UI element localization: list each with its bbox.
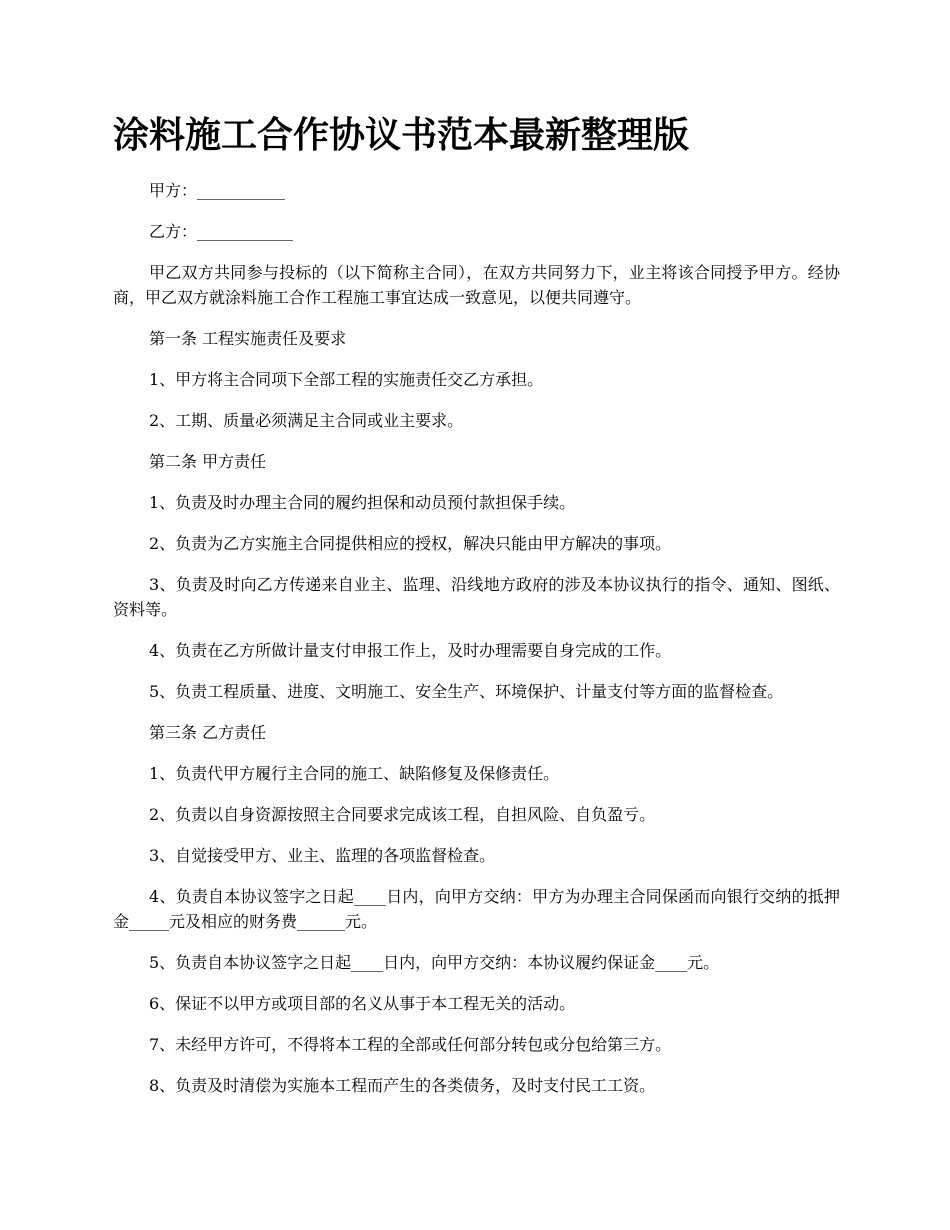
party-a-line: 甲方：___________ (149, 181, 286, 200)
article-3-item-2: 2、负责以自身资源按照主合同要求完成该工程，自担风险、自负盈亏。 (149, 805, 656, 824)
article-3-item-6: 6、保证不以甲方或项目部的名义从事于本工程无关的活动。 (149, 994, 576, 1013)
article-1-item-2: 2、工期、质量必须满足主合同或业主要求。 (149, 411, 464, 430)
article-1-item-1: 1、甲方将主合同项下全部工程的实施责任交乙方承担。 (149, 370, 544, 389)
article-3-item-8: 8、负责及时清偿为实施本工程而产生的各类债务，及时支付民工工资。 (149, 1076, 656, 1095)
article-2-item-1: 1、负责及时办理主合同的履约担保和动员预付款担保手续。 (149, 493, 576, 512)
article-3-item-5: 5、负责自本协议签字之日起____日内，向甲方交纳：本协议履约保证金____元。 (149, 953, 720, 972)
article-3-heading: 第三条 乙方责任 (149, 723, 267, 742)
article-2-heading: 第二条 甲方责任 (149, 452, 267, 471)
document-body (113, 178, 840, 1114)
article-3-item-3: 3、自觉接受甲方、业主、监理的各项监督检查。 (149, 846, 496, 865)
article-2-item-2: 2、负责为乙方实施主合同提供相应的授权，解决只能由甲方解决的事项。 (149, 534, 672, 553)
article-2-item-4: 4、负责在乙方所做计量支付申报工作上，及时办理需要自身完成的工作。 (149, 641, 672, 660)
party-b-line: 乙方：____________ (149, 222, 294, 241)
article-3-item-7: 7、未经甲方许可，不得将本工程的全部或任何部分转包或分包给第三方。 (149, 1035, 672, 1054)
article-2-item-5: 5、负责工程质量、进度、文明施工、安全生产、环境保护、计量支付等方面的监督检查。 (149, 682, 784, 701)
preamble-paragraph: 甲乙双方共同参与投标的（以下简称主合同），在双方共同努力下，业主将该合同授予甲方。经协商，甲乙双方就涂料施工合作工程施工事宜达成一致意见，以便共同遵守。 (113, 263, 840, 307)
article-2-item-3: 3、负责及时向乙方传递来自业主、监理、沿线地方政府的涉及本协议执行的指令、通知、图纸、资料等。 (113, 575, 840, 619)
document-title: 涂料施工合作协议书范本最新整理版 (113, 114, 690, 156)
article-3-item-4: 4、负责自本协议签字之日起____日内，向甲方交纳：甲方为办理主合同保函而向银行交纳的抵押金_____元及相应的财务费______元。 (113, 887, 840, 931)
article-3-item-1: 1、负责代甲方履行主合同的施工、缺陷修复及保修责任。 (149, 764, 560, 783)
article-1-heading: 第一条 工程实施责任及要求 (149, 329, 347, 348)
